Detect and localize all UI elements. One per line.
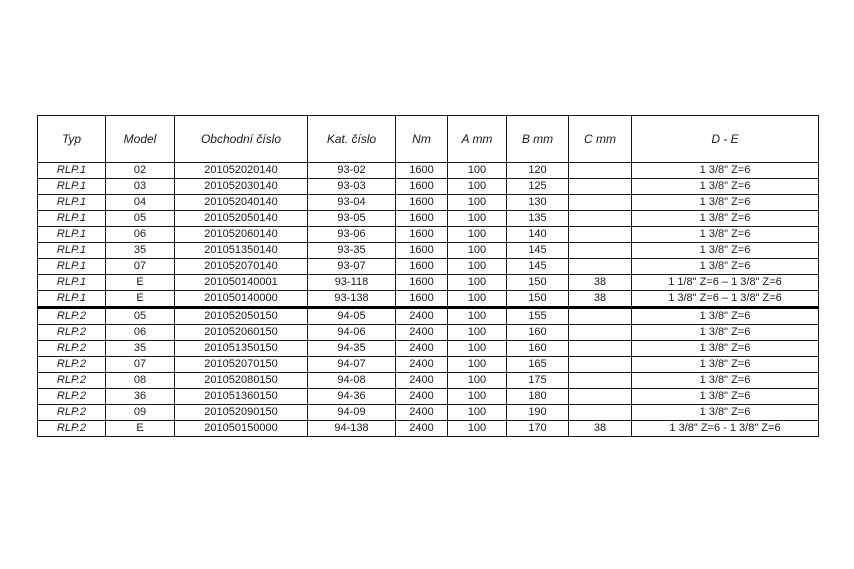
table-cell: 100 bbox=[448, 341, 507, 357]
table-cell: 180 bbox=[507, 389, 569, 405]
table-cell: 38 bbox=[569, 275, 632, 291]
table-cell: RLP.1 bbox=[38, 243, 106, 259]
table-cell: 100 bbox=[448, 308, 507, 325]
table-row bbox=[38, 405, 819, 421]
table-cell: 1600 bbox=[396, 227, 448, 243]
table-cell: 05 bbox=[106, 211, 175, 227]
table-cell: 1600 bbox=[396, 163, 448, 179]
table-cell: E bbox=[106, 421, 175, 437]
table-row bbox=[38, 179, 819, 195]
table-cell: 1600 bbox=[396, 275, 448, 291]
table-cell: RLP.2 bbox=[38, 308, 106, 325]
table-cell: 100 bbox=[448, 179, 507, 195]
table-cell: 94-05 bbox=[308, 308, 396, 325]
table-cell: 36 bbox=[106, 389, 175, 405]
table-cell: 94-09 bbox=[308, 405, 396, 421]
table-cell: E bbox=[106, 275, 175, 291]
table-cell: 201050150000 bbox=[175, 421, 308, 437]
table-cell bbox=[569, 405, 632, 421]
table-cell bbox=[569, 195, 632, 211]
table-cell: 100 bbox=[448, 357, 507, 373]
table-cell: 160 bbox=[507, 325, 569, 341]
table-row bbox=[38, 373, 819, 389]
table-cell: 100 bbox=[448, 389, 507, 405]
table-cell: 2400 bbox=[396, 357, 448, 373]
table-cell: 2400 bbox=[396, 389, 448, 405]
table-cell: 201052070140 bbox=[175, 259, 308, 275]
table-cell: 02 bbox=[106, 163, 175, 179]
table-cell bbox=[569, 341, 632, 357]
table-cell: 160 bbox=[507, 341, 569, 357]
table-cell: 170 bbox=[507, 421, 569, 437]
column-header: Obchodní číslo bbox=[175, 116, 308, 163]
table-cell: 94-35 bbox=[308, 341, 396, 357]
table-cell: 1 3/8" Z=6 bbox=[632, 325, 819, 341]
table-cell: 100 bbox=[448, 405, 507, 421]
table-row bbox=[38, 308, 819, 325]
table-cell: RLP.1 bbox=[38, 163, 106, 179]
table-cell: 190 bbox=[507, 405, 569, 421]
table-cell: 1 1/8" Z=6 – 1 3/8" Z=6 bbox=[632, 275, 819, 291]
table-row bbox=[38, 211, 819, 227]
table-cell: 1 3/8" Z=6 bbox=[632, 195, 819, 211]
column-header: D - E bbox=[632, 116, 819, 163]
table-cell: 06 bbox=[106, 227, 175, 243]
table-cell: 94-36 bbox=[308, 389, 396, 405]
table-cell: 201052040140 bbox=[175, 195, 308, 211]
table-cell: 100 bbox=[448, 211, 507, 227]
table-cell: 1 3/8" Z=6 bbox=[632, 341, 819, 357]
table-cell: 140 bbox=[507, 227, 569, 243]
table-cell: 1600 bbox=[396, 211, 448, 227]
table-cell bbox=[569, 179, 632, 195]
column-header: Model bbox=[106, 116, 175, 163]
table-cell: 94-08 bbox=[308, 373, 396, 389]
table-cell: 94-07 bbox=[308, 357, 396, 373]
table-row bbox=[38, 227, 819, 243]
table-cell: 1 3/8" Z=6 bbox=[632, 259, 819, 275]
table-cell: 2400 bbox=[396, 341, 448, 357]
table-cell: 08 bbox=[106, 373, 175, 389]
column-header: Kat. číslo bbox=[308, 116, 396, 163]
table-cell: 100 bbox=[448, 291, 507, 308]
table-cell: 1 3/8" Z=6 bbox=[632, 405, 819, 421]
table-cell: RLP.2 bbox=[38, 325, 106, 341]
table-cell: 100 bbox=[448, 227, 507, 243]
table-row bbox=[38, 195, 819, 211]
table-cell: 1600 bbox=[396, 259, 448, 275]
table-cell: 1 3/8" Z=6 – 1 3/8" Z=6 bbox=[632, 291, 819, 308]
table-cell: RLP.1 bbox=[38, 227, 106, 243]
table-cell: 201052020140 bbox=[175, 163, 308, 179]
table-cell: 135 bbox=[507, 211, 569, 227]
column-header: Typ bbox=[38, 116, 106, 163]
table-cell: 1600 bbox=[396, 195, 448, 211]
table-cell: 100 bbox=[448, 243, 507, 259]
table-row bbox=[38, 275, 819, 291]
table-cell: RLP.1 bbox=[38, 275, 106, 291]
table-cell: 04 bbox=[106, 195, 175, 211]
table-cell: 201052050150 bbox=[175, 308, 308, 325]
table-cell: 94-06 bbox=[308, 325, 396, 341]
table-cell: RLP.2 bbox=[38, 373, 106, 389]
table-cell: 201052030140 bbox=[175, 179, 308, 195]
table-row bbox=[38, 325, 819, 341]
table-cell: 2400 bbox=[396, 325, 448, 341]
table-cell: 100 bbox=[448, 195, 507, 211]
table-cell: E bbox=[106, 291, 175, 308]
table-cell: 1 3/8" Z=6 bbox=[632, 308, 819, 325]
table-cell bbox=[569, 163, 632, 179]
table-cell: 1 3/8" Z=6 bbox=[632, 389, 819, 405]
table-cell: 201052060150 bbox=[175, 325, 308, 341]
table-cell: 125 bbox=[507, 179, 569, 195]
table-cell: 93-35 bbox=[308, 243, 396, 259]
table-row bbox=[38, 357, 819, 373]
table-cell: 100 bbox=[448, 325, 507, 341]
table-cell: 93-02 bbox=[308, 163, 396, 179]
table-cell bbox=[569, 308, 632, 325]
table-cell: 07 bbox=[106, 357, 175, 373]
table-cell: 145 bbox=[507, 259, 569, 275]
column-header: C mm bbox=[569, 116, 632, 163]
table-row bbox=[38, 243, 819, 259]
table-row bbox=[38, 163, 819, 179]
table-cell: RLP.1 bbox=[38, 259, 106, 275]
table-cell: 175 bbox=[507, 373, 569, 389]
table-cell: 201052090150 bbox=[175, 405, 308, 421]
table-cell: RLP.2 bbox=[38, 421, 106, 437]
table-cell: 100 bbox=[448, 163, 507, 179]
table-row bbox=[38, 259, 819, 275]
table-cell: 2400 bbox=[396, 421, 448, 437]
column-header: A mm bbox=[448, 116, 507, 163]
table-cell: 35 bbox=[106, 341, 175, 357]
table-header-row bbox=[38, 116, 819, 163]
table-row bbox=[38, 341, 819, 357]
table-cell: 93-04 bbox=[308, 195, 396, 211]
table-cell bbox=[569, 389, 632, 405]
table-cell: 201050140000 bbox=[175, 291, 308, 308]
table-cell: 145 bbox=[507, 243, 569, 259]
table-cell: 1 3/8" Z=6 bbox=[632, 179, 819, 195]
table-cell: 1600 bbox=[396, 291, 448, 308]
table-cell: 201051360150 bbox=[175, 389, 308, 405]
table-cell: 201052060140 bbox=[175, 227, 308, 243]
table-cell bbox=[569, 227, 632, 243]
table-cell: 100 bbox=[448, 421, 507, 437]
table-cell: 120 bbox=[507, 163, 569, 179]
table-cell: 201051350150 bbox=[175, 341, 308, 357]
table-row bbox=[38, 421, 819, 437]
table-cell: RLP.2 bbox=[38, 341, 106, 357]
table-cell: 100 bbox=[448, 259, 507, 275]
table-cell: 93-07 bbox=[308, 259, 396, 275]
table-cell bbox=[569, 211, 632, 227]
table-cell: 38 bbox=[569, 291, 632, 308]
table-cell: 07 bbox=[106, 259, 175, 275]
product-spec-table bbox=[37, 115, 819, 437]
table-cell: 1 3/8" Z=6 bbox=[632, 357, 819, 373]
table-cell: 94-138 bbox=[308, 421, 396, 437]
table-cell: 155 bbox=[507, 308, 569, 325]
table-cell: RLP.2 bbox=[38, 405, 106, 421]
column-header: B mm bbox=[507, 116, 569, 163]
table-cell: 201052070150 bbox=[175, 357, 308, 373]
table-cell: 201052050140 bbox=[175, 211, 308, 227]
table-cell: 93-06 bbox=[308, 227, 396, 243]
table-cell: 150 bbox=[507, 291, 569, 308]
table-cell: 2400 bbox=[396, 405, 448, 421]
table-cell: 100 bbox=[448, 275, 507, 291]
table-cell: 1 3/8" Z=6 bbox=[632, 163, 819, 179]
table-cell: 150 bbox=[507, 275, 569, 291]
table-cell: RLP.1 bbox=[38, 179, 106, 195]
table-cell: 38 bbox=[569, 421, 632, 437]
table-cell: 93-03 bbox=[308, 179, 396, 195]
table-cell: 201052080150 bbox=[175, 373, 308, 389]
table-cell: 93-05 bbox=[308, 211, 396, 227]
column-header: Nm bbox=[396, 116, 448, 163]
table-cell: 93-138 bbox=[308, 291, 396, 308]
table-cell: 2400 bbox=[396, 373, 448, 389]
table-row bbox=[38, 389, 819, 405]
table-cell bbox=[569, 373, 632, 389]
table-cell: 1 3/8" Z=6 bbox=[632, 243, 819, 259]
table-cell bbox=[569, 325, 632, 341]
table-cell: RLP.1 bbox=[38, 291, 106, 308]
table-cell: 03 bbox=[106, 179, 175, 195]
table-cell: RLP.1 bbox=[38, 195, 106, 211]
table-row bbox=[38, 291, 819, 308]
table-cell: RLP.1 bbox=[38, 211, 106, 227]
table-cell: 201050140001 bbox=[175, 275, 308, 291]
table-cell bbox=[569, 357, 632, 373]
table-cell: 1 3/8" Z=6 bbox=[632, 211, 819, 227]
table-cell: 1 3/8" Z=6 - 1 3/8" Z=6 bbox=[632, 421, 819, 437]
table-cell: 1 3/8" Z=6 bbox=[632, 373, 819, 389]
table-cell: 165 bbox=[507, 357, 569, 373]
table-cell bbox=[569, 243, 632, 259]
table-cell: 09 bbox=[106, 405, 175, 421]
table-cell: 93-118 bbox=[308, 275, 396, 291]
table-cell: RLP.2 bbox=[38, 389, 106, 405]
table-cell: 1 3/8" Z=6 bbox=[632, 227, 819, 243]
table-cell: 35 bbox=[106, 243, 175, 259]
table-cell: 1600 bbox=[396, 243, 448, 259]
table-cell: 201051350140 bbox=[175, 243, 308, 259]
table-cell: 2400 bbox=[396, 308, 448, 325]
table-cell: 05 bbox=[106, 308, 175, 325]
table-cell: 130 bbox=[507, 195, 569, 211]
table-cell: 1600 bbox=[396, 179, 448, 195]
table-cell: RLP.2 bbox=[38, 357, 106, 373]
table-cell bbox=[569, 259, 632, 275]
table-cell: 06 bbox=[106, 325, 175, 341]
table-cell: 100 bbox=[448, 373, 507, 389]
